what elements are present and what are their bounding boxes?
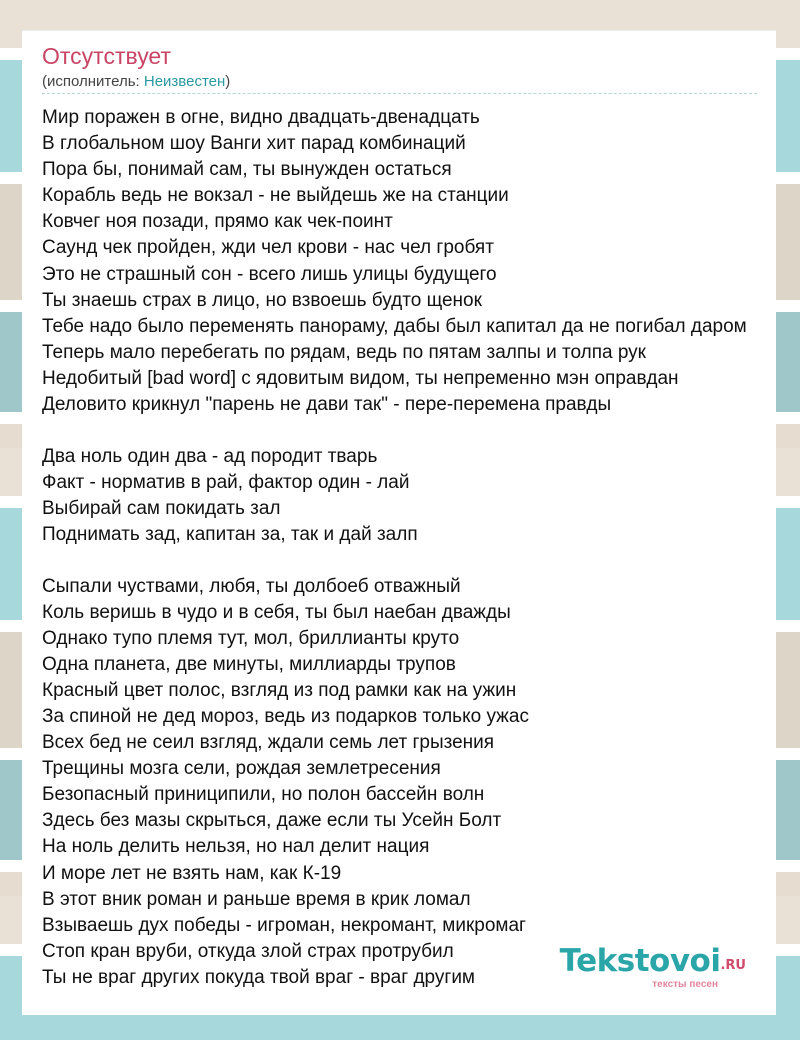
lyric-line: Деловито крикнул "парень не дави так" - пере-перемена правды — [42, 394, 612, 416]
lyric-line: Ковчег ноя позади, прямо как чек-поинт — [42, 211, 393, 233]
lyric-line: Сыпали чуствами, любя, ты долбоеб отважный — [42, 575, 461, 597]
lyric-line: Одна планета, две минуты, миллиарды трупов — [42, 653, 456, 675]
lyrics-text — [42, 105, 772, 991]
lyric-line: Тебе надо было переменять панораму, дабы был капитал да не погибал даром — [42, 315, 747, 337]
lyric-line: Ты не враг других покуда твой враг - враг другим — [42, 966, 475, 988]
artist-link[interactable]: Неизвестен — [143, 73, 226, 90]
stanza-2 — [42, 444, 772, 548]
lyric-line: Безопасный приниципили, но полон бассейн волн — [42, 784, 485, 806]
lyric-line: Однако тупо племя тут, мол, бриллианты круто — [42, 627, 460, 649]
brand-wordmark: Tekstovoi — [559, 943, 721, 979]
brand-name — [560, 943, 746, 979]
lyric-line: В глобальном шоу Ванги хит парад комбинаций — [42, 133, 466, 155]
lyric-line: Выбирай сам покидать зал — [42, 497, 281, 519]
lyric-line: Теперь мало перебегать по рядам, ведь по пятам залпы и толпа рук — [42, 341, 646, 363]
lyric-line: Всех бед не сеил взгляд, ждали семь лет грызения — [42, 732, 495, 754]
lyric-line: Коль веришь в чудо и в себя, ты был наебан дважды — [42, 601, 511, 623]
lyrics-card — [22, 30, 776, 1015]
stanza-3 — [42, 574, 772, 992]
lyric-line: Факт - норматив в рай, фактор один - лай — [42, 471, 410, 493]
lyric-line: За спиной не дед мороз, ведь из подарков только ужас — [42, 705, 529, 727]
brand-tld: .RU — [720, 958, 746, 973]
lyric-line: Взываешь дух победы - игроман, некромант, микромаг — [42, 914, 526, 936]
lyric-line: Красный цвет полос, взгляд из под рамки как на ужин — [42, 679, 517, 701]
lyric-line: Поднимать зад, капитан за, так и дай залп — [42, 523, 418, 545]
lyric-line: И море лет не взять нам, как К-19 — [42, 862, 342, 884]
artist-suffix: ) — [225, 73, 231, 90]
lyric-line: Ты знаешь страх в лицо, но взвоешь будто щенок — [42, 289, 482, 311]
stanza-1 — [42, 105, 772, 418]
lyric-line: Пора бы, понимай сам, ты вынужден остаться — [42, 159, 452, 181]
lyric-line: Саунд чек пройден, жди чел крови - нас чел гробят — [42, 237, 494, 259]
lyric-line: Стоп кран вруби, откуда злой страх протрубил — [42, 940, 454, 962]
lyric-line: Трещины мозга сели, рождая землетресения — [42, 758, 441, 780]
header-divider — [42, 93, 757, 94]
lyric-line: Это не страшный сон - всего лишь улицы будущего — [42, 263, 497, 285]
artist-prefix: (исполнитель: — [42, 73, 144, 90]
lyric-line: На ноль делить нельзя, но нал делит нация — [42, 836, 430, 858]
brand-tagline: тексты песен — [652, 979, 718, 990]
stanza-gap — [42, 418, 772, 444]
song-title: Отсутствует — [42, 43, 171, 69]
lyric-line: В этот вник роман и раньше время в крик ломал — [42, 888, 471, 910]
artist-line — [42, 73, 230, 90]
lyric-line: Недобитый [bad word] с ядовитым видом, ты непременно мэн оправдан — [42, 367, 679, 389]
lyric-line: Корабль ведь не вокзал - не выйдешь же на станции — [42, 185, 509, 207]
lyric-line: Мир поражен в огне, видно двадцать-двенадцать — [42, 107, 480, 128]
lyric-line: Два ноль один два - ад породит тварь — [42, 445, 378, 467]
stanza-gap — [42, 548, 772, 574]
site-logo[interactable] — [526, 943, 746, 995]
lyric-line: Здесь без мазы скрыться, даже если ты Усейн Болт — [42, 810, 502, 832]
